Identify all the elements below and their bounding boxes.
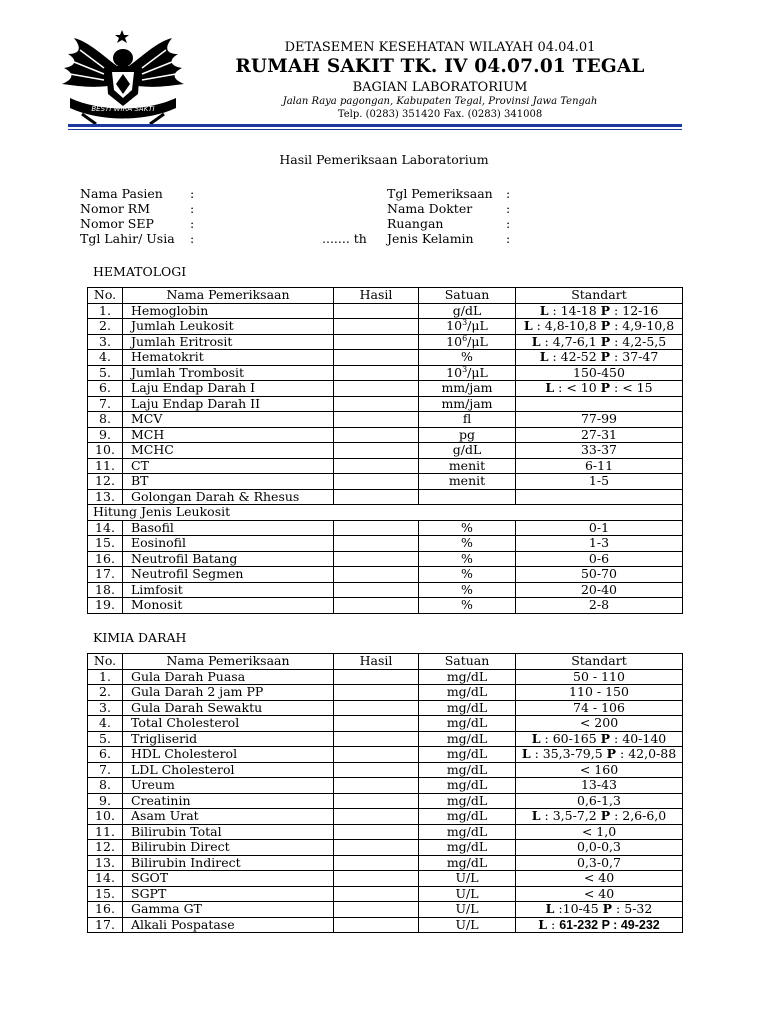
exam-name: Neutrofil Batang: [123, 551, 334, 567]
result-cell: [334, 334, 419, 350]
exam-name: Asam Urat: [123, 809, 334, 825]
exam-name: Gula Darah Puasa: [123, 669, 334, 685]
col-header-satuan: Satuan: [419, 654, 516, 670]
result-cell: [334, 381, 419, 397]
result-cell: [334, 669, 419, 685]
section-title-hematologi: HEMATOLOGI: [93, 264, 187, 279]
table-row: [88, 427, 683, 443]
col-header-satuan: Satuan: [419, 288, 516, 304]
exam-name: Jumlah Leukosit: [123, 319, 334, 335]
standard-range: < 200: [516, 716, 683, 732]
patient-labels-left: [80, 186, 190, 246]
result-cell: [334, 443, 419, 459]
unit: %: [419, 582, 516, 598]
result-cell: [334, 365, 419, 381]
exam-name: SGOT: [123, 871, 334, 887]
result-cell: [334, 474, 419, 490]
table-row: [88, 520, 683, 536]
unit: mg/dL: [419, 669, 516, 685]
row-no: 4.: [88, 350, 123, 366]
sep: :: [190, 216, 195, 231]
result-cell: [334, 778, 419, 794]
table-row: [88, 731, 683, 747]
unit: pg: [419, 427, 516, 443]
table-row: [88, 669, 683, 685]
exam-name: Golongan Darah & Rhesus: [123, 489, 334, 505]
table-row: [88, 716, 683, 732]
phone-fax: Telp. (0283) 351420 Fax. (0283) 341008: [337, 109, 543, 120]
document-title: Hasil Pemeriksaan Laboratorium: [279, 152, 489, 167]
unit: fl: [419, 412, 516, 428]
table-row: [88, 381, 683, 397]
col-header-nama: Nama Pemeriksaan: [123, 654, 334, 670]
sep: :: [506, 231, 511, 246]
standard-range: 150-450: [516, 365, 683, 381]
row-no: 9.: [88, 427, 123, 443]
standard-range: 0-6: [516, 551, 683, 567]
label-nomor-rm: Nomor RM: [80, 201, 151, 216]
row-no: 18.: [88, 582, 123, 598]
sep: :: [190, 201, 195, 216]
col-header-no: No.: [88, 288, 123, 304]
row-no: 5.: [88, 365, 123, 381]
unit: %: [419, 350, 516, 366]
standard-range: 33-37: [516, 443, 683, 459]
standard-range: L : 61-232 P : 49-232: [516, 917, 683, 933]
header-rule-thick: [68, 124, 682, 127]
table-row: [88, 809, 683, 825]
unit: mg/dL: [419, 762, 516, 778]
label-tgl-lahir: Tgl Lahir/ Usia: [80, 231, 175, 246]
table-row: [88, 793, 683, 809]
result-cell: [334, 824, 419, 840]
standard-range: L : 3,5-7,2 P : 2,6-6,0: [516, 809, 683, 825]
standard-range: L : 35,3-79,5 P : 42,0-88: [516, 747, 683, 763]
table-row: [88, 334, 683, 350]
result-cell: [334, 520, 419, 536]
exam-name: MCH: [123, 427, 334, 443]
unit: U/L: [419, 902, 516, 918]
result-cell: [334, 902, 419, 918]
row-no: 10.: [88, 809, 123, 825]
unit: %: [419, 551, 516, 567]
exam-name: SGPT: [123, 886, 334, 902]
unit: %: [419, 598, 516, 614]
result-cell: [334, 598, 419, 614]
table-row: [88, 536, 683, 552]
patient-labels-right: [387, 186, 505, 246]
standard-range: < 40: [516, 871, 683, 887]
table-row: [88, 303, 683, 319]
exam-name: MCV: [123, 412, 334, 428]
row-no: 5.: [88, 731, 123, 747]
logo-ribbon-text: BESTI WIRA SAKTI: [91, 105, 155, 113]
unit: mm/jam: [419, 381, 516, 397]
table-row: [88, 582, 683, 598]
row-no: 15.: [88, 536, 123, 552]
label-nama-pasien: Nama Pasien: [80, 186, 163, 201]
table-row: [88, 551, 683, 567]
table-row: [88, 886, 683, 902]
table-row: [88, 567, 683, 583]
exam-name: Creatinin: [123, 793, 334, 809]
table-row: [88, 700, 683, 716]
table-row: [88, 902, 683, 918]
row-no: 16.: [88, 551, 123, 567]
row-no: 13.: [88, 489, 123, 505]
row-no: 3.: [88, 334, 123, 350]
row-no: 17.: [88, 917, 123, 933]
standard-range: L : 42-52 P : 37-47: [516, 350, 683, 366]
unit: mg/dL: [419, 855, 516, 871]
row-no: 9.: [88, 793, 123, 809]
exam-name: Trigliserid: [123, 731, 334, 747]
standard-range: L :10-45 P : 5-32: [516, 902, 683, 918]
table-row: [88, 778, 683, 794]
exam-name: CT: [123, 458, 334, 474]
row-no: 7.: [88, 396, 123, 412]
row-no: 3.: [88, 700, 123, 716]
table-row: [88, 685, 683, 701]
label-ruangan: Ruangan: [387, 216, 444, 231]
age-suffix: ....... th: [322, 231, 367, 246]
standard-range: 2-8: [516, 598, 683, 614]
subheader-label: Hitung Jenis Leukosit: [88, 505, 683, 521]
exam-name: LDL Cholesterol: [123, 762, 334, 778]
result-cell: [334, 855, 419, 871]
standard-range: L : 4,8-10,8 P : 4,9-10,8: [516, 319, 683, 335]
standard-range: L : 4,7-6,1 P : 4,2-5,5: [516, 334, 683, 350]
row-no: 13.: [88, 855, 123, 871]
standard-range: < 160: [516, 762, 683, 778]
standard-range: 6-11: [516, 458, 683, 474]
standard-range: L : 60-165 P : 40-140: [516, 731, 683, 747]
unit: g/dL: [419, 303, 516, 319]
header-line1: DETASEMEN KESEHATAN WILAYAH 04.04.01: [284, 40, 596, 55]
exam-name: Basofil: [123, 520, 334, 536]
col-header-standart: Standart: [516, 654, 683, 670]
table-header-row: [88, 654, 683, 670]
unit: mg/dL: [419, 809, 516, 825]
unit: $10^6/\mu L$: [419, 334, 516, 350]
result-cell: [334, 551, 419, 567]
sep: :: [506, 216, 511, 231]
kimia-darah-table: [87, 653, 683, 933]
row-no: 1.: [88, 669, 123, 685]
result-cell: [334, 412, 419, 428]
sep: :: [190, 231, 195, 246]
standard-range: 77-99: [516, 412, 683, 428]
header-rule-thin: [68, 129, 682, 130]
unit: %: [419, 536, 516, 552]
table-row: [88, 474, 683, 490]
subheader-row: [88, 505, 683, 521]
standard-range: L : < 10 P : < 15: [516, 381, 683, 397]
standard-range: 0,6-1,3: [516, 793, 683, 809]
exam-name: Jumlah Trombosit: [123, 365, 334, 381]
label-nomor-sep: Nomor SEP: [80, 216, 154, 231]
table-row: [88, 855, 683, 871]
result-cell: [334, 762, 419, 778]
exam-name: Laju Endap Darah I: [123, 381, 334, 397]
exam-name: Hematokrit: [123, 350, 334, 366]
result-cell: [334, 840, 419, 856]
table-row: [88, 319, 683, 335]
unit: U/L: [419, 886, 516, 902]
exam-name: BT: [123, 474, 334, 490]
row-no: 17.: [88, 567, 123, 583]
unit: mg/dL: [419, 716, 516, 732]
col-header-nama: Nama Pemeriksaan: [123, 288, 334, 304]
result-cell: [334, 303, 419, 319]
label-tgl-pemeriksaan: Tgl Pemeriksaan: [387, 186, 493, 201]
exam-name: Neutrofil Segmen: [123, 567, 334, 583]
unit: U/L: [419, 871, 516, 887]
hospital-name: RUMAH SAKIT TK. IV 04.07.01 TEGAL: [235, 56, 645, 77]
result-cell: [334, 458, 419, 474]
result-cell: [334, 917, 419, 933]
section-title-kimia: KIMIA DARAH: [93, 630, 187, 645]
exam-name: Alkali Pospatase: [123, 917, 334, 933]
exam-name: MCHC: [123, 443, 334, 459]
unit: %: [419, 567, 516, 583]
row-no: 11.: [88, 458, 123, 474]
exam-name: Monosit: [123, 598, 334, 614]
standard-range: < 40: [516, 886, 683, 902]
label-nama-dokter: Nama Dokter: [387, 201, 473, 216]
row-no: 1.: [88, 303, 123, 319]
exam-name: Gula Darah Sewaktu: [123, 700, 334, 716]
garuda-emblem-icon: [60, 28, 186, 124]
unit: mg/dL: [419, 731, 516, 747]
table-row: [88, 871, 683, 887]
standard-range: [516, 489, 683, 505]
unit: g/dL: [419, 443, 516, 459]
exam-name: Bilirubin Indirect: [123, 855, 334, 871]
row-no: 19.: [88, 598, 123, 614]
standard-range: 27-31: [516, 427, 683, 443]
table-row: [88, 762, 683, 778]
result-cell: [334, 700, 419, 716]
unit: mg/dL: [419, 685, 516, 701]
result-cell: [334, 871, 419, 887]
standard-range: L : 14-18 P : 12-16: [516, 303, 683, 319]
sep: :: [506, 186, 511, 201]
col-header-standart: Standart: [516, 288, 683, 304]
unit: mg/dL: [419, 793, 516, 809]
unit: $10^3/\mu L$: [419, 365, 516, 381]
standard-range: 0,3-0,7: [516, 855, 683, 871]
exam-name: Bilirubin Total: [123, 824, 334, 840]
table-row: [88, 350, 683, 366]
exam-name: Eosinofil: [123, 536, 334, 552]
exam-name: Limfosit: [123, 582, 334, 598]
result-cell: [334, 793, 419, 809]
standard-range: 50-70: [516, 567, 683, 583]
col-header-hasil: Hasil: [334, 288, 419, 304]
sep: :: [506, 201, 511, 216]
row-no: 7.: [88, 762, 123, 778]
exam-name: Total Cholesterol: [123, 716, 334, 732]
standard-range: 50 - 110: [516, 669, 683, 685]
row-no: 12.: [88, 840, 123, 856]
exam-name: Gamma GT: [123, 902, 334, 918]
result-cell: [334, 350, 419, 366]
exam-name: Ureum: [123, 778, 334, 794]
unit: [419, 489, 516, 505]
row-no: 14.: [88, 520, 123, 536]
row-no: 11.: [88, 824, 123, 840]
standard-range: < 1,0: [516, 824, 683, 840]
row-no: 8.: [88, 778, 123, 794]
standard-range: 13-43: [516, 778, 683, 794]
unit: menit: [419, 458, 516, 474]
standard-range: 110 - 150: [516, 685, 683, 701]
unit: mg/dL: [419, 824, 516, 840]
unit: mg/dL: [419, 700, 516, 716]
unit: U/L: [419, 917, 516, 933]
result-cell: [334, 685, 419, 701]
col-header-no: No.: [88, 654, 123, 670]
standard-range: 1-3: [516, 536, 683, 552]
exam-name: HDL Cholesterol: [123, 747, 334, 763]
table-row: [88, 458, 683, 474]
row-no: 8.: [88, 412, 123, 428]
exam-name: Laju Endap Darah II: [123, 396, 334, 412]
result-cell: [334, 809, 419, 825]
result-cell: [334, 582, 419, 598]
result-cell: [334, 427, 419, 443]
standard-range: 0,0-0,3: [516, 840, 683, 856]
table-row: [88, 917, 683, 933]
row-no: 14.: [88, 871, 123, 887]
standard-range: [516, 396, 683, 412]
result-cell: [334, 716, 419, 732]
unit: mg/dL: [419, 840, 516, 856]
standard-range: 74 - 106: [516, 700, 683, 716]
label-jenis-kelamin: Jenis Kelamin: [387, 231, 474, 246]
sep: :: [190, 186, 195, 201]
result-cell: [334, 886, 419, 902]
result-cell: [334, 489, 419, 505]
table-row: [88, 747, 683, 763]
letterhead: [60, 28, 720, 128]
table-row: [88, 840, 683, 856]
table-row: [88, 598, 683, 614]
exam-name: Hemoglobin: [123, 303, 334, 319]
result-cell: [334, 319, 419, 335]
table-row: [88, 365, 683, 381]
patient-seps-left: [190, 186, 200, 246]
patient-seps-right: [506, 186, 516, 246]
department-name: BAGIAN LABORATORIUM: [352, 80, 528, 95]
row-no: 6.: [88, 381, 123, 397]
table-row: [88, 489, 683, 505]
col-header-hasil: Hasil: [334, 654, 419, 670]
result-cell: [334, 567, 419, 583]
standard-range: 1-5: [516, 474, 683, 490]
table-row: [88, 412, 683, 428]
table-row: [88, 443, 683, 459]
unit: mm/jam: [419, 396, 516, 412]
table-header-row: [88, 288, 683, 304]
unit: $10^3/\mu L$: [419, 319, 516, 335]
unit: %: [419, 520, 516, 536]
exam-name: Bilirubin Direct: [123, 840, 334, 856]
row-no: 2.: [88, 685, 123, 701]
exam-name: Gula Darah 2 jam PP: [123, 685, 334, 701]
row-no: 12.: [88, 474, 123, 490]
result-cell: [334, 731, 419, 747]
row-no: 2.: [88, 319, 123, 335]
table-row: [88, 396, 683, 412]
row-no: 16.: [88, 902, 123, 918]
result-cell: [334, 747, 419, 763]
address: Jalan Raya pagongan, Kabupaten Tegal, Provinsi Jawa Tengah: [282, 96, 598, 107]
standard-range: 0-1: [516, 520, 683, 536]
row-no: 15.: [88, 886, 123, 902]
unit: mg/dL: [419, 747, 516, 763]
row-no: 4.: [88, 716, 123, 732]
result-cell: [334, 536, 419, 552]
standard-range: 20-40: [516, 582, 683, 598]
unit: mg/dL: [419, 778, 516, 794]
row-no: 6.: [88, 747, 123, 763]
table-row: [88, 824, 683, 840]
hematologi-table: [87, 287, 683, 614]
result-cell: [334, 396, 419, 412]
row-no: 10.: [88, 443, 123, 459]
exam-name: Jumlah Eritrosit: [123, 334, 334, 350]
unit: menit: [419, 474, 516, 490]
